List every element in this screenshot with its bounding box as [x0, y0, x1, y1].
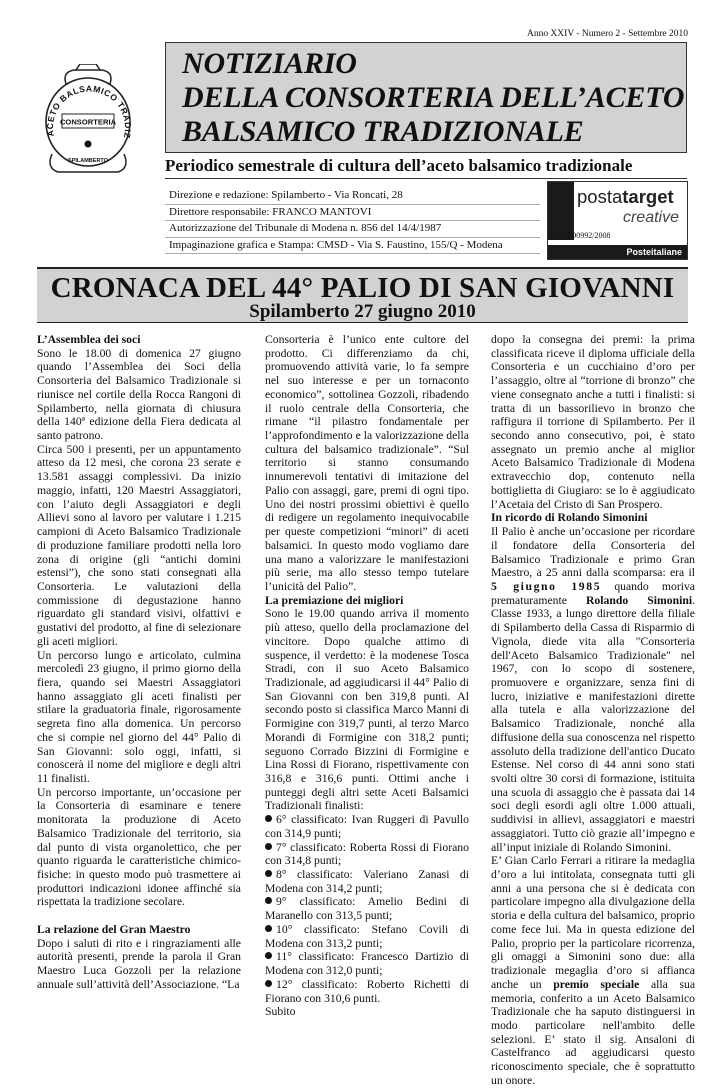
- imprint-block: [165, 188, 540, 254]
- list-item: [265, 923, 469, 950]
- periodical-subtitle: Periodico semestrale di cultura dell’aceto balsamico tradizionale: [165, 156, 633, 175]
- bullet-icon: [265, 843, 272, 850]
- issue-line: Anno XXIV - Numero 2 - Settembre 2010: [526, 29, 688, 39]
- text-run-name: Rolando Simonini: [585, 593, 693, 607]
- headline-bar: [37, 267, 688, 323]
- bullet-icon: [265, 870, 272, 877]
- brand-posta: posta: [577, 186, 623, 207]
- list-item: [265, 868, 469, 895]
- list-item: [265, 841, 469, 868]
- masthead-line-3: BALSAMICO TRADIZIONALE: [182, 115, 584, 148]
- imprint-line: Autorizzazione del Tribunale di Modena n. 856 del 14/4/1987: [165, 221, 540, 238]
- poste-italiane-bar: Posteitaliane: [548, 245, 687, 259]
- paragraph: Un percorso lungo e articolato, culmina mercoledì 23 giugno, il primo giorno della fiera, quando sei Maestri Assaggiatori hanno assaggiato gli aceti finalisti per stilare la graduatoria finale, rigorosamente segreta fino alla domenica. Un percorso che si compie nel giorno del 44° Palio di San Giovanni: solo oggi, infatti, si conoscerà il nome del migliore e degli altri 11 finalisti.: [37, 648, 241, 785]
- column-2: [265, 333, 469, 1019]
- postage-creative: creative: [622, 209, 679, 226]
- masthead-line-1: NOTIZIARIO: [182, 47, 357, 80]
- article-headline: CRONACA DEL 44° PALIO DI SAN GIOVANNI: [50, 272, 675, 304]
- paragraph: Un percorso importante, un’occasione per la Consorteria di esaminare e tenere monitorata la produzione di Aceto Balsamico Tradizionale del territorio, sia dal punto di vista organolettico, che per quanto riguarda le caratteristiche chimico-fisiche: in questo modo può trasmettere ai produttori indicazioni idonee affinché sia rispettata la tradizione secolare.: [37, 785, 241, 909]
- postage-code: CN/MO0992/2008: [550, 231, 611, 240]
- column-1: [37, 333, 241, 993]
- masthead-title: [182, 47, 684, 149]
- list-item-text: 8° classificato: Valeriano Zanasi di Modena con 314,2 punti;: [265, 868, 469, 895]
- list-item: [265, 978, 469, 1005]
- text-run: quando moriva prematuramente: [491, 579, 695, 607]
- section-heading: La relazione del Gran Maestro: [37, 922, 191, 936]
- logo-bottom-text: SPILAMBERTO: [68, 158, 108, 164]
- text-run: Il Palio è anche un’occasione per ricordare il fondatore della Consorteria del Balsamico Tradizionale e primo Gran Maestro, a 25 anni dalla scomparsa: era il: [491, 525, 695, 580]
- consorteria-logo: [36, 64, 140, 184]
- paragraph: Sono le 19.00 quando arriva il momento più atteso, quello della proclamazione del vincitore. Dopo qualche attimo di suspence, il verdetto: è la modenese Tosca Stradi, con il suo Aceto Balsamico Tradizionale, ad aggiudicarsi il 44° Palio di San Giovanni con ben 319,8 punti. Al secondo posto si classifica Marco Manni di Formigine con 319,7 punti, al terzo Marco Morandi di Formigine con 318,2 punti; seguono Corrado Bizzini di Formigine e Lina Rossi di Fiorano, rispettivamente con 316,8 e 316,6 punti. Ottimi anche i punteggi degli altri sette Aceti Balsamici Tradizionali finalisti:: [265, 607, 469, 813]
- section-heading: In ricordo di Rolando Simonini: [491, 511, 648, 525]
- masthead-box: [165, 42, 687, 153]
- list-item-text: 7° classificato: Roberta Rossi di Fiorano con 314,8 punti;: [265, 840, 469, 868]
- masthead-line-2: DELLA CONSORTERIA DELL’ACETO: [182, 81, 685, 114]
- list-item-text: 11° classificato: Francesco Dartizio di Modena con 312,0 punti;: [265, 950, 469, 978]
- bullet-icon: [265, 815, 272, 822]
- paragraph: [491, 854, 695, 1087]
- logo-ring-text: ACETO BALSAMICO TRADIZ: [44, 83, 134, 140]
- column-3: [491, 333, 696, 1087]
- paragraph-continued: dopo la consegna dei premi: la prima classificata riceve il diploma ufficiale della Consorteria e un cucchiaino d’oro per l’assaggio, oltre al “torrione di bronzo” che viene consegnato anche a tutti i finalisti: si tratta di un bassorilievo in bronzo che raffigura il torrione di Spilamberto. Per il secondo anno consecutivo, poi, è stato assegnato un premio anche al miglior Aceto Balsamico Tradizionale di Modena extravecchio dop, contenuto nella bottiglietta di Giugiaro: se lo è aggiudicato l’Acetaia del Cristo di San Prospero.: [491, 333, 695, 511]
- imprint-line: Direzione e redazione: Spilamberto - Via Roncati, 28: [165, 188, 540, 205]
- text-run: alla sua memoria, conferito a un Aceto Balsamico Tradizionale che ha saputo distinguersi in modo particolare nell'ambito delle selezioni. E’ stato il sig. Ansaloni di Castelfranco ad aggiudicarsi questo riconoscimento speciale, che è soprattutto un onore.: [491, 977, 696, 1087]
- postage-badge: [547, 181, 688, 260]
- list-item-text: 9° classificato: Amelio Bedini di Maranello con 313,5 punti;: [265, 895, 469, 923]
- article-dateline: Spilamberto 27 giugno 2010: [249, 301, 476, 322]
- text-run: . Classe 1933, a lungo direttore della filiale di Spilamberto della Cassa di Risparmio di Vignola, diede vita alla "Consorteria dell'Aceto Balsamico Tradizionale" nel 1967, con lo scopo di sostenere, promuovere e organizzare, senza fini di lucro, iniziative e manifestazioni dirette alla tutela e alla valorizzazione del Balsamico Tradizionale, nonché alla diffusione della sua conoscenza nel rispetto assoluto della tradizione dell'antico Ducato Estense. Nel corso di 44 anni sono stati svolti oltre 30 corsi di formazione, istituita una scuola di assaggio che è passata dai 14 soci degli esordi agli oltre 1.000 attuali, suddivisi in allievi, assaggiatori e maestri assaggiatori. Tutto ciò grazie all’impegno e all’input iniziale di Rolando Simonini.: [491, 593, 695, 854]
- paragraph: Sono le 18.00 di domenica 27 giugno quando l’Assemblea dei Soci della Consorteria del Balsamico Tradizionale si riunisce nel cortile della Rocca Rangoni di Spilamberto, nella giornata di chiusura della 140ª edizione della Fiera dedicata al santo patrono.: [37, 346, 241, 443]
- list-item-text: 12° classificato: Roberto Richetti di Fiorano con 310,6 punti.: [265, 977, 469, 1005]
- text-run-bold: premio speciale: [553, 977, 640, 991]
- subtitle-rule: [165, 178, 687, 179]
- postage-brand: [577, 186, 674, 208]
- paragraph: Subito: [265, 1005, 296, 1019]
- section-heading: L’Assemblea dei soci: [37, 333, 141, 346]
- bullet-icon: [265, 980, 272, 987]
- article-body: [37, 333, 696, 1087]
- brand-target: target: [622, 186, 674, 207]
- logo-center-text: CONSORTERIA: [59, 117, 117, 127]
- bullet-icon: [265, 952, 272, 959]
- list-item: [265, 813, 469, 840]
- bullet-icon: [265, 897, 272, 904]
- section-heading: La premiazione dei migliori: [265, 593, 404, 607]
- bullet-icon: [265, 925, 272, 932]
- text-run: E’ Gian Carlo Ferrari a ritirare la medaglia d’oro a lui intitolata, consegnata tutti gli anni a una persona che si è dedicata con particolare impegno alla divulgazione della storia e della cultura del balsamico, proprio come fece lui. Ma in questa edizione del Palio, proprio per la particolare ricorrenza, gli omaggi a Simonini sono due: alla tradizionale megaglia d’oro si affianca anche un: [491, 854, 695, 991]
- paragraph: [491, 525, 695, 854]
- list-item-text: 10° classificato: Stefano Covili di Modena con 313,2 punti;: [265, 922, 469, 950]
- imprint-line: Impaginazione grafica e Stampa: CMSD - Via S. Faustino, 155/Q - Modena: [165, 238, 540, 255]
- paragraph-continued: Consorteria è l’unico ente cultore del prodotto. Ci differenziamo da chi, promuovendo attività varie, lo fa sempre nel suo interesse e per un tornaconto economico”, sottolinea Gozzoli, ribadendo il ruolo centrale della Consorteria, che rimane “il pilastro fondamentale per l’approfondimento e la valorizzazione della cultura del balsamico tradizionale”. “Sul territorio si stanno consumando innumerevoli tentativi di imitazione del Palio con assaggi, gare, premi di ogni tipo. Uno dei nostri prossimi obiettivi è quello di redigere un regolamento inequivocabile per queste competizioni “minori” di aceti balsamici. In questo modo vogliamo dare una mano a valorizzare le manifestazioni più serie, ma allo stesso tempo tutelare l’unicità del Palio”.: [265, 333, 469, 593]
- imprint-line: Direttore responsabile: FRANCO MANTOVI: [165, 205, 540, 222]
- finalists-list: [265, 813, 469, 1005]
- text-run-date: 5 giugno 1985: [491, 579, 602, 593]
- list-item: [265, 895, 469, 922]
- paragraph: Circa 500 i presenti, per un appuntamento atteso da 12 mesi, che corona 23 serate e 13.581 assaggi complessivi. Da inizio maggio, infatti, 120 Maestri Assaggiatori, con l’aiuto degli Assaggiatori e degli Allievi sono al lavoro per valutare i 1.215 campioni di Aceto Balsamico Tradizionale di produzione familiare prodotti nella loro zona di origine (gli “antichi domini estensi”), che sono stati consegnati alla Consorteria. Le valutazioni della commissione di degustazione hanno riguardato gli standard visivi, olfattivi e gustativi del prodotto, al fine di selezionare gli aceti migliori.: [37, 442, 241, 648]
- list-item: [265, 950, 469, 977]
- list-item-text: 6° classificato: Ivan Ruggeri di Pavullo con 314,9 punti;: [265, 813, 469, 840]
- paragraph: Dopo i saluti di rito e i ringraziamenti alle autorità presenti, prende la parola il Gran Maestro Luca Gozzoli per la relazione annuale sull’attività dell’Associazione. “La: [37, 936, 241, 991]
